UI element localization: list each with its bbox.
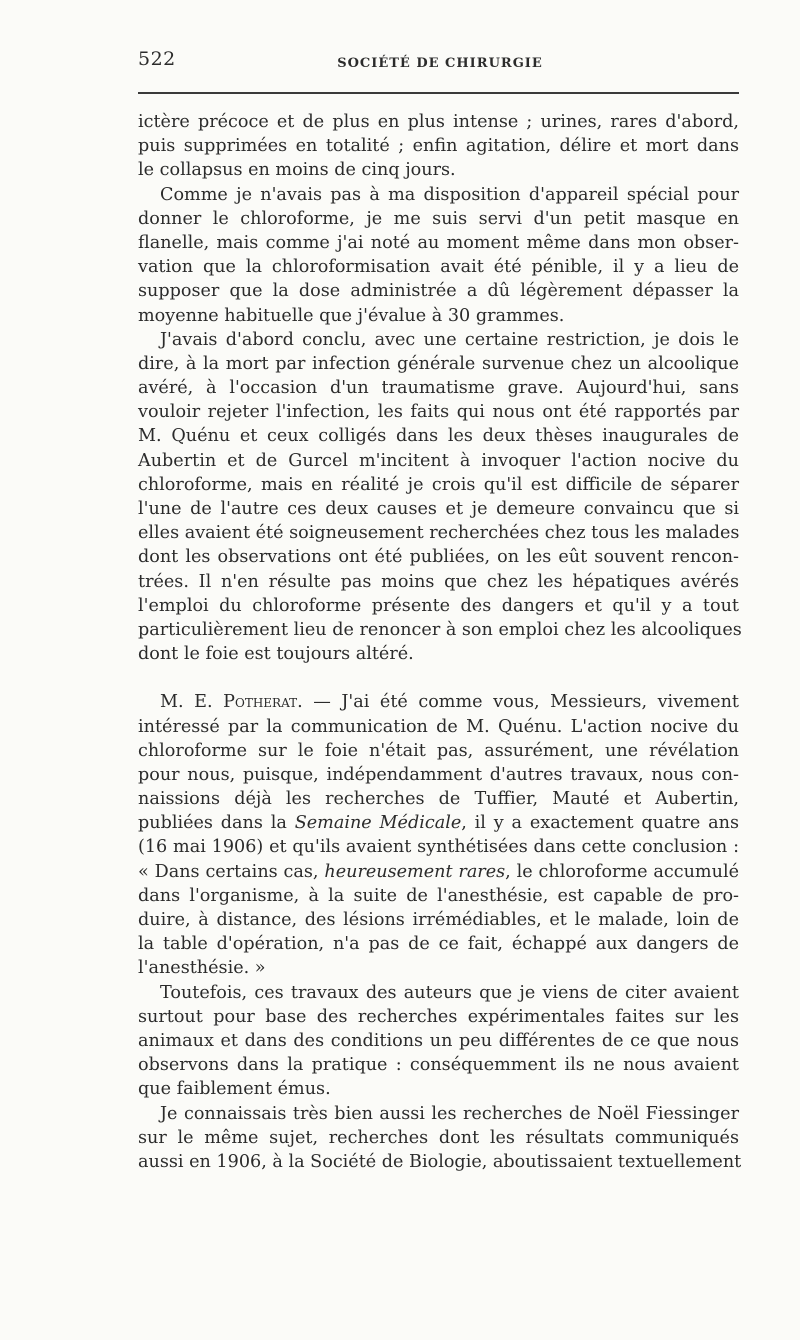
text-line — [138, 860, 739, 884]
paragraph-4 — [138, 690, 739, 980]
text-line: dont le foie est toujours altéré. — [138, 644, 414, 665]
journal-title: Semaine Médicale — [294, 813, 462, 834]
header-rule — [138, 92, 739, 94]
text-line: l'emploi du chloroforme présente des dangers et qu'il y a tout — [138, 595, 739, 616]
text-line: chloroforme sur le foie n'était pas, assurément, une révélation — [138, 740, 739, 761]
text-line: puis supprimées en totalité ; enfin agitation, délire et mort dans — [138, 136, 739, 157]
speaker-prefix: M. E. — [160, 692, 224, 713]
text-line: donner le chloroforme, je me suis servi d'un petit masque en — [138, 208, 739, 229]
text-line: trées. Il n'en résulte pas moins que chez les hépatiques avérés — [138, 571, 739, 592]
text-line: flanelle, mais comme j'ai noté au moment même dans mon obser- — [138, 232, 739, 253]
line-start: publiées dans la — [138, 813, 295, 834]
text-line: sur le même sujet, recherches dont les résultats communiqués — [138, 1127, 739, 1148]
text-line: avéré, à l'occasion d'un traumatisme grave. Aujourd'hui, sans — [138, 378, 739, 399]
line-end: , il y a exactement quatre ans — [461, 813, 740, 834]
text-line: le collapsus en moins de cinq jours. — [138, 160, 456, 181]
text-line: l'une de l'autre ces deux causes et je demeure convaincu que si — [138, 499, 739, 519]
text-line: (16 mai 1906) et qu'ils avaient synthétisées dans cette conclusion : — [138, 837, 739, 858]
text-line: Je connaissais très bien aussi les recherches de Noël Fiessinger — [160, 1103, 739, 1124]
text-line: vouloir rejeter l'infection, les faits qui nous ont été rapportés par — [138, 402, 739, 423]
text-line: chloroforme, mais en réalité je crois qu'il est difficile de séparer — [138, 474, 739, 495]
text-line: surtout pour base des recherches expérimentales faites sur les — [138, 1006, 739, 1027]
body-text — [138, 110, 742, 1174]
text-line: pour nous, puisque, indépendamment d'autres travaux, nous con- — [138, 764, 739, 785]
paragraph-1 — [138, 110, 739, 183]
text-line: dans l'organisme, à la suite de l'anesthésie, est capable de pro- — [138, 885, 739, 906]
paragraph-5 — [138, 981, 739, 1102]
text-line: observons dans la pratique : conséquemment ils ne nous avaient — [138, 1055, 739, 1076]
text-line: naissions déjà les recherches de Tuffier, Mauté et Aubertin, — [138, 789, 739, 810]
text-line: aussi en 1906, à la Société de Biologie, aboutissaient textuellement — [138, 1151, 742, 1172]
text-line: Toutefois, ces travaux des auteurs que je viens de citer avaient — [160, 982, 739, 1003]
text-line — [138, 690, 739, 714]
page-number: 522 — [138, 48, 176, 70]
text-line: ictère précoce et de plus en plus intense ; urines, rares d'abord, — [138, 112, 739, 132]
text-line: la table d'opération, n'a pas de ce fait, échappé aux dangers de — [138, 934, 739, 955]
paragraph-3 — [138, 328, 742, 667]
paragraph-2 — [138, 183, 739, 328]
text-line: intéressé par la communication de M. Quénu. L'action nocive du — [138, 716, 739, 737]
line-rest: . — J'ai été comme vous, Messieurs, vivement — [297, 692, 739, 713]
text-line: Comme je n'avais pas à ma disposition d'appareil spécial pour — [160, 184, 739, 205]
text-line: J'avais d'abord conclu, avec une certaine restriction, je dois le — [160, 329, 739, 350]
text-line — [138, 811, 739, 835]
text-line: supposer que la dose administrée a dû légèrement dépasser la — [138, 281, 739, 302]
text-line: dont les observations ont été publiées, on les eût souvent rencon- — [138, 547, 739, 568]
text-line: Aubertin et de Gurcel m'incitent à invoquer l'action nocive du — [138, 450, 739, 471]
emphasis: heureusement rares — [324, 861, 506, 882]
line-start: « Dans certains cas, — [138, 861, 325, 882]
text-line: vation que la chloroformisation avait été pénible, il y a lieu de — [138, 257, 739, 278]
text-line: que faiblement émus. — [138, 1079, 331, 1100]
running-head: SOCIÉTÉ DE CHIRURGIE — [337, 56, 543, 71]
text-line: moyenne habituelle que j'évalue à 30 grammes. — [138, 305, 565, 326]
line-end: , le chloroforme accumulé — [505, 861, 739, 882]
section-gap — [138, 666, 739, 690]
speaker-name: Potherat — [223, 692, 298, 713]
text-line: particulièrement lieu de renoncer à son emploi chez les alcooliques — [138, 619, 742, 640]
text-line: duire, à distance, des lésions irrémédiables, et le malade, loin de — [138, 910, 739, 930]
text-line: animaux et dans des conditions un peu différentes de ce que nous — [138, 1030, 739, 1051]
text-line: dire, à la mort par infection générale survenue chez un alcoolique — [138, 353, 739, 374]
text-line: l'anesthésie. » — [138, 958, 266, 979]
text-line: M. Quénu et ceux colligés dans les deux thèses inaugurales de — [138, 426, 739, 447]
paragraph-6 — [138, 1102, 742, 1175]
text-line: elles avaient été soigneusement recherchées chez tous les malades — [138, 523, 740, 544]
